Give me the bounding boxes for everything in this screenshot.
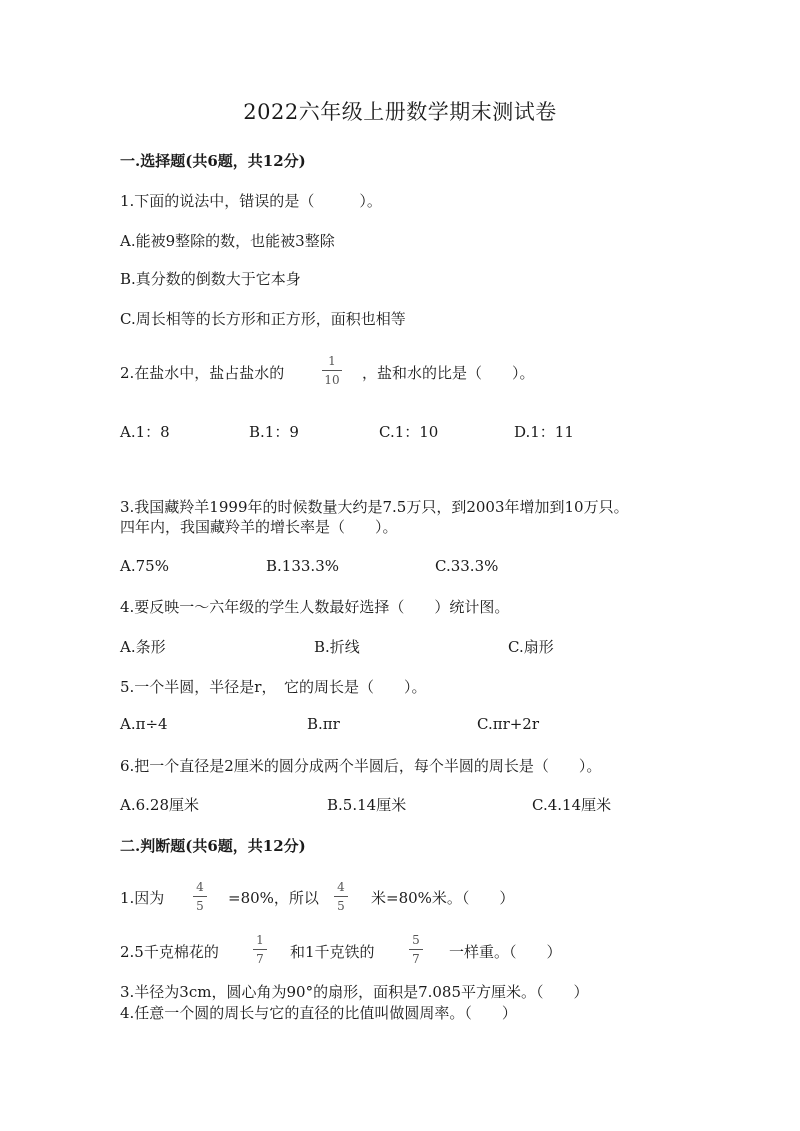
judge-1-text-1: 1.因为 bbox=[120, 889, 165, 907]
question-5-option-a: A.π÷4 bbox=[120, 715, 168, 733]
question-6-option-b: B.5.14厘米 bbox=[327, 796, 407, 814]
page-title: 2022六年级上册数学期末测试卷 bbox=[243, 100, 557, 124]
question-2-option-a: A.1：8 bbox=[120, 423, 170, 441]
judge-3-text: 3.半径为3cm，圆心角为90°的扇形，面积是7.085平方厘米。（ ） bbox=[120, 983, 589, 1001]
fraction-numerator: 4 bbox=[337, 880, 345, 894]
fraction-five-sevenths bbox=[409, 933, 423, 966]
question-3-option-b: B.133.3% bbox=[266, 557, 339, 575]
fraction-four-fifths-1 bbox=[193, 880, 207, 913]
question-2-stem-after: ，盐和水的比是（ ）。 bbox=[362, 364, 535, 382]
section-heading-judgement: 二.判断题(共6题，共12分) bbox=[120, 837, 306, 855]
question-4-option-b: B.折线 bbox=[314, 638, 360, 656]
question-2-option-c: C.1：10 bbox=[379, 423, 439, 441]
question-5-option-c: C.πr+2r bbox=[477, 715, 540, 733]
question-1-option-a: A.能被9整除的数，也能被3整除 bbox=[120, 232, 335, 250]
question-3-option-c: C.33.3% bbox=[435, 557, 499, 575]
fraction-denominator: 5 bbox=[196, 899, 204, 913]
question-4-stem: 4.要反映一～六年级的学生人数最好选择（ ）统计图。 bbox=[120, 598, 510, 616]
question-3-line-1: 3.我国藏羚羊1999年的时候数量大约是7.5万只，到2003年增加到10万只。 bbox=[120, 498, 629, 516]
judge-4-text: 4.任意一个圆的周长与它的直径的比值叫做圆周率。（ ） bbox=[120, 1004, 517, 1022]
question-4-option-c: C.扇形 bbox=[508, 638, 554, 656]
fraction-one-seventh bbox=[253, 933, 267, 966]
question-2-option-d: D.1：11 bbox=[514, 423, 574, 441]
judge-2-text-2: 和1千克铁的 bbox=[290, 943, 375, 961]
fraction-denominator: 5 bbox=[337, 899, 345, 913]
fraction-numerator: 1 bbox=[328, 354, 336, 368]
section-heading-choice: 一.选择题(共6题，共12分) bbox=[120, 152, 306, 170]
judge-2-text-1: 2.5千克棉花的 bbox=[120, 943, 219, 961]
judge-1-text-3: 米=80%米。（ ） bbox=[371, 889, 515, 907]
fraction-one-tenth bbox=[322, 354, 342, 387]
question-3-line-2: 四年内，我国藏羚羊的增长率是（ ）。 bbox=[120, 518, 398, 536]
fraction-numerator: 4 bbox=[196, 880, 204, 894]
fraction-denominator: 7 bbox=[412, 952, 420, 966]
question-6-option-c: C.4.14厘米 bbox=[532, 796, 612, 814]
question-1-option-b: B.真分数的倒数大于它本身 bbox=[120, 270, 301, 288]
fraction-numerator: 5 bbox=[412, 933, 420, 947]
question-6-option-a: A.6.28厘米 bbox=[120, 796, 199, 814]
fraction-bar bbox=[334, 896, 348, 897]
question-2-option-b: B.1：9 bbox=[249, 423, 299, 441]
question-4-option-a: A.条形 bbox=[120, 638, 166, 656]
fraction-denominator: 10 bbox=[324, 373, 340, 387]
question-3-option-a: A.75% bbox=[120, 557, 169, 575]
question-2-stem-before: 2.在盐水中，盐占盐水的 bbox=[120, 364, 285, 382]
question-5-stem: 5.一个半圆，半径是r， 它的周长是（ ）。 bbox=[120, 678, 427, 696]
fraction-bar bbox=[193, 896, 207, 897]
fraction-bar bbox=[409, 949, 423, 950]
judge-1-text-2: =80%，所以 bbox=[228, 889, 319, 907]
fraction-numerator: 1 bbox=[256, 933, 264, 947]
question-5-option-b: B.πr bbox=[307, 715, 340, 733]
fraction-four-fifths-2 bbox=[334, 880, 348, 913]
question-1-stem: 1.下面的说法中，错误的是（ ）。 bbox=[120, 192, 382, 210]
question-6-stem: 6.把一个直径是2厘米的圆分成两个半圆后，每个半圆的周长是（ ）。 bbox=[120, 757, 602, 775]
judge-2-text-3: 一样重。（ ） bbox=[449, 943, 562, 961]
fraction-bar bbox=[253, 949, 267, 950]
fraction-bar bbox=[322, 370, 342, 371]
question-1-option-c: C.周长相等的长方形和正方形，面积也相等 bbox=[120, 310, 406, 328]
fraction-denominator: 7 bbox=[256, 952, 264, 966]
